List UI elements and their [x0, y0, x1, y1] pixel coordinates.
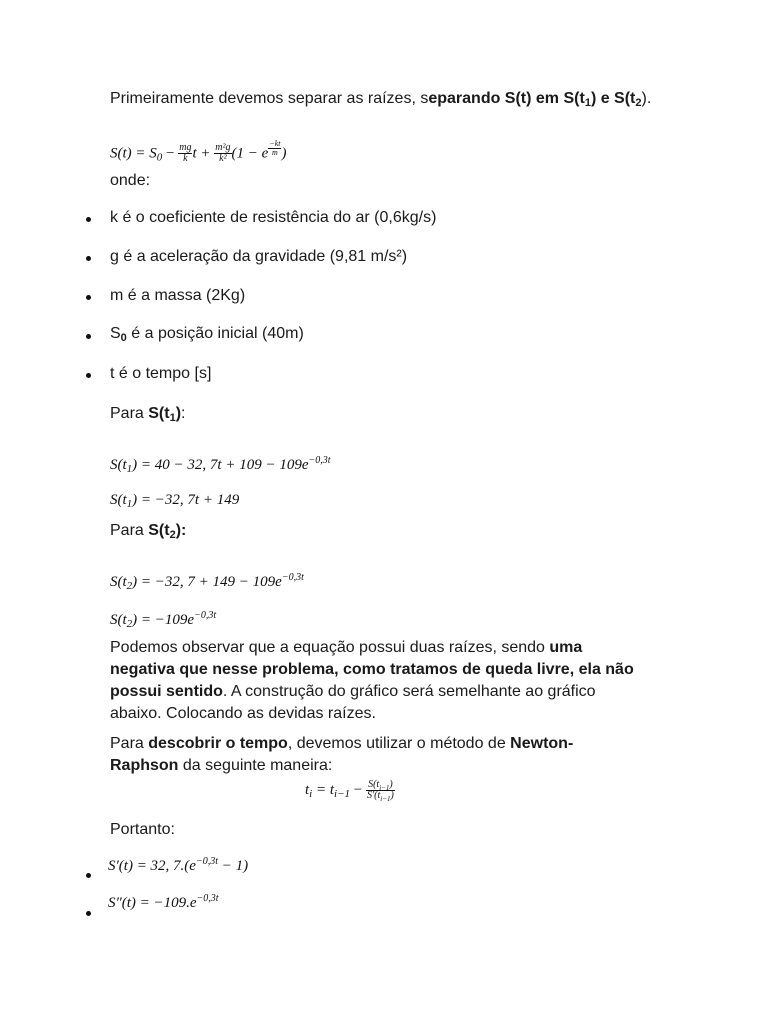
- s0-text: é a posição inicial (40m): [131, 325, 304, 342]
- bullet-6: [86, 873, 91, 878]
- nf-lhs: t: [305, 781, 310, 798]
- para-s2-close: ):: [175, 522, 187, 539]
- bullet-3: [86, 295, 91, 300]
- s0-symbol: S: [110, 325, 121, 342]
- s2eq1-lhs: S(t: [110, 574, 127, 590]
- observation-start: Podemos observar que a equação possui duas raízes, sendo: [110, 639, 550, 656]
- frac1-den: k: [183, 153, 188, 165]
- main-eq-lhs-sub: 0: [156, 151, 163, 164]
- s1eq1-lhs: S(t: [110, 457, 127, 473]
- s2eq2-lhs: S(t: [110, 612, 127, 628]
- s2eq1-exp: −0,3t: [281, 572, 304, 583]
- d2-lhs: S″(t) = −109.e: [108, 895, 197, 911]
- main-eq-exp: [268, 140, 281, 157]
- bullet-7: [86, 911, 91, 916]
- s1eq2-lhs: S(t: [110, 492, 127, 508]
- para-s1-bold: S(t: [148, 405, 170, 422]
- main-eq-frac1: [178, 143, 192, 164]
- exp-den: m: [271, 148, 278, 157]
- first-derivative: [108, 856, 248, 875]
- para-s1-heading: [110, 403, 185, 425]
- nf-num-sub: i−1: [379, 784, 390, 792]
- definition-k: k é o coeficiente de resistência do ar (0,6kg/s): [110, 209, 437, 226]
- frac2-den: k²: [219, 153, 227, 165]
- s1eq1-sub: 1: [126, 463, 133, 475]
- s2-equation-1: [110, 572, 304, 591]
- main-equation: [110, 140, 286, 164]
- intro-text: Primeiramente devemos separar as raízes, s: [110, 90, 429, 107]
- s1eq2-sub: 1: [126, 498, 133, 510]
- main-eq-paren: (1 − e: [231, 145, 269, 162]
- s2eq2-exp: −0,3t: [194, 610, 217, 621]
- newton-formula: [305, 780, 395, 801]
- para-s2-prefix: Para: [110, 522, 149, 539]
- nf-minus: −: [350, 781, 366, 798]
- main-eq-minus: −: [162, 145, 179, 162]
- s1-equation-2: [110, 492, 239, 509]
- s2eq1-sub: 2: [126, 580, 133, 592]
- intro-sub2: 2: [635, 97, 642, 109]
- frac1-num: mg: [179, 142, 192, 154]
- intro-paragraph: [110, 88, 670, 110]
- bullet-1: [86, 217, 91, 222]
- bullet-4: [86, 334, 91, 339]
- newton-paragraph: [110, 733, 630, 777]
- para-s1-close: ): [175, 405, 182, 422]
- s1eq2-rhs: ) = −32, 7t + 149: [132, 492, 240, 508]
- main-eq-lhs: S(t) = S: [110, 145, 157, 162]
- newton-start: Para: [110, 735, 149, 752]
- newton-mid: , devemos utilizar o método de: [287, 735, 511, 752]
- main-eq-close: ): [281, 145, 287, 162]
- nf-eq: = t: [312, 781, 335, 798]
- para-s2-sub: 2: [169, 529, 176, 541]
- d1-rhs: − 1): [218, 858, 249, 874]
- main-eq-t-plus: t +: [192, 145, 215, 162]
- bullet-5: [86, 373, 91, 378]
- newton-end: da seguinte maneira:: [178, 757, 333, 774]
- newton-bold2: Newton-Raphson: [110, 735, 574, 774]
- nf-den-sub: i−1: [380, 795, 391, 803]
- definition-t: t é o tempo [s]: [110, 365, 212, 382]
- nf-den-text: S′(t: [366, 790, 381, 801]
- observation-bold: uma negativa que nesse problema, como tratamos de queda livre, ela não possui sentido: [110, 639, 634, 700]
- para-s2-bold: S(t: [148, 522, 170, 539]
- para-s1-colon: :: [181, 405, 186, 422]
- para-s2-heading: [110, 520, 186, 542]
- s0-sub: 0: [120, 332, 127, 344]
- intro-bold-mid: ) e S(t: [590, 90, 636, 107]
- newton-bold1: descobrir o tempo: [148, 735, 288, 752]
- frac2-num: m²g: [215, 142, 231, 154]
- nf-num-text: S(t: [368, 779, 380, 790]
- nf-den-close: ): [390, 790, 394, 801]
- main-eq-frac2: [214, 143, 231, 164]
- para-s1-prefix: Para: [110, 405, 149, 422]
- s1eq1-exp: −0,3t: [308, 455, 331, 466]
- s2-equation-2: [110, 610, 216, 629]
- nf-rhs-sub: i−1: [334, 787, 351, 800]
- para-s1-sub: 1: [169, 412, 176, 424]
- onde-label: onde:: [110, 172, 151, 189]
- s2eq1-rhs: ) = −32, 7 + 149 − 109e: [132, 574, 282, 590]
- intro-sub1: 1: [584, 97, 591, 109]
- s1eq1-rhs: ) = 40 − 32, 7t + 109 − 109e: [132, 457, 309, 473]
- intro-suffix: ).: [641, 90, 652, 107]
- definition-s0: [110, 323, 304, 345]
- s2eq2-rhs: ) = −109e: [132, 612, 195, 628]
- definition-g: g é a aceleração da gravidade (9,81 m/s²): [110, 248, 408, 265]
- d1-exp: −0,3t: [195, 856, 218, 867]
- intro-bold: eparando S(t) em S(t: [428, 90, 585, 107]
- second-derivative: [108, 893, 219, 912]
- nf-num-close: ): [389, 779, 393, 790]
- portanto-label: Portanto:: [110, 821, 175, 838]
- observation-paragraph: [110, 637, 650, 725]
- observation-end: . A construção do gráfico será semelhante ao gráfico abaixo. Colocando as devidas raízes.: [110, 683, 596, 722]
- bullet-2: [86, 256, 91, 261]
- nf-den: [366, 791, 395, 801]
- nf-frac: [366, 780, 395, 801]
- d2-exp: −0,3t: [196, 893, 219, 904]
- d1-lhs: S′(t) = 32, 7.(e: [108, 858, 196, 874]
- s1-equation-1: [110, 455, 331, 474]
- exp-num: −kt: [269, 139, 281, 148]
- definition-m: m é a massa (2Kg): [110, 287, 246, 304]
- s2eq2-sub: 2: [126, 618, 133, 630]
- nf-lhs-sub: i: [309, 787, 313, 800]
